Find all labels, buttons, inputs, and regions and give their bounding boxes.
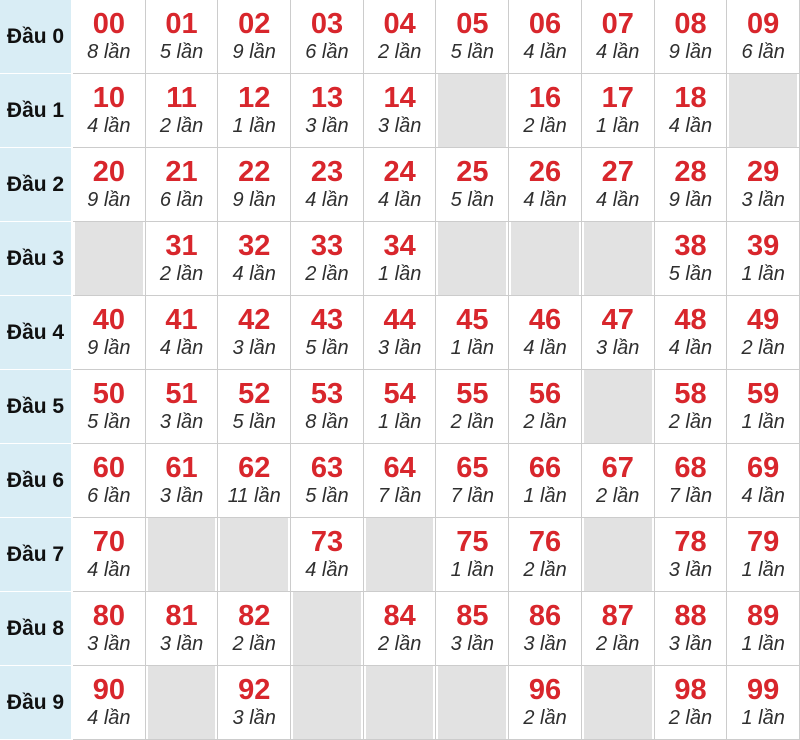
occurrence-count: 1 lần <box>232 115 276 138</box>
occurrence-count: 1 lần <box>377 411 422 434</box>
stat-cell-53 <box>291 370 364 444</box>
lottery-number: 49 <box>747 303 780 336</box>
stat-cell-99 <box>727 666 800 740</box>
lottery-number: 68 <box>674 451 707 484</box>
lottery-number: 33 <box>310 229 344 262</box>
stat-cell-81 <box>146 592 219 666</box>
lottery-number: 65 <box>456 451 489 484</box>
lottery-number: 66 <box>528 451 562 484</box>
stat-cell-empty-97 <box>582 666 655 740</box>
stat-cell-68 <box>655 444 728 518</box>
lottery-number: 04 <box>383 7 416 40</box>
occurrence-count: 4 lần <box>741 485 785 508</box>
stat-cell-79 <box>727 518 800 592</box>
lottery-number: 09 <box>747 7 780 40</box>
lottery-number: 34 <box>383 229 416 262</box>
stat-cell-50 <box>73 370 146 444</box>
stat-cell-44 <box>364 296 437 370</box>
occurrence-count: 4 lần <box>232 263 276 286</box>
stat-cell-26 <box>509 148 582 222</box>
lottery-number: 45 <box>456 303 489 336</box>
occurrence-count: 3 lần <box>377 337 422 360</box>
lottery-number: 53 <box>310 377 344 410</box>
occurrence-count: 3 lần <box>450 633 495 656</box>
occurrence-count: 2 lần <box>450 411 495 434</box>
stat-cell-73 <box>291 518 364 592</box>
stat-cell-92 <box>218 666 291 740</box>
stat-cell-59 <box>727 370 800 444</box>
stat-cell-43 <box>291 296 364 370</box>
occurrence-count: 4 lần <box>87 115 131 138</box>
stat-cell-96 <box>509 666 582 740</box>
occurrence-count: 4 lần <box>87 707 131 730</box>
lottery-number: 75 <box>456 525 489 558</box>
occurrence-count: 2 lần <box>523 115 567 138</box>
lottery-number: 54 <box>383 377 416 410</box>
stat-cell-empty-93 <box>291 666 364 740</box>
stat-cell-69 <box>727 444 800 518</box>
stat-cell-03 <box>291 0 364 74</box>
stat-cell-18 <box>655 74 728 148</box>
stat-cell-empty-57 <box>582 370 655 444</box>
occurrence-count: 2 lần <box>159 115 204 138</box>
occurrence-count: 4 lần <box>668 115 713 138</box>
occurrence-count: 9 lần <box>87 189 131 212</box>
lottery-number: 42 <box>238 303 271 336</box>
lottery-number: 52 <box>238 377 271 410</box>
occurrence-count: 7 lần <box>377 485 422 508</box>
lottery-number: 80 <box>92 599 125 632</box>
occurrence-count: 3 lần <box>232 707 276 730</box>
occurrence-count: 1 lần <box>741 559 785 582</box>
stat-cell-98 <box>655 666 728 740</box>
stat-cell-00 <box>73 0 146 74</box>
occurrence-count: 4 lần <box>87 559 131 582</box>
occurrence-count: 1 lần <box>450 559 495 582</box>
stat-cell-empty-91 <box>146 666 219 740</box>
stat-cell-84 <box>364 592 437 666</box>
occurrence-count: 4 lần <box>668 337 713 360</box>
lottery-number: 64 <box>383 451 416 484</box>
lottery-number: 17 <box>601 81 634 114</box>
stat-cell-24 <box>364 148 437 222</box>
lottery-number: 18 <box>674 81 707 114</box>
occurrence-count: 11 lần <box>227 485 281 508</box>
stat-cell-13 <box>291 74 364 148</box>
lottery-number: 85 <box>456 599 489 632</box>
lottery-number: 84 <box>383 599 416 632</box>
occurrence-count: 8 lần <box>305 411 349 434</box>
occurrence-count: 3 lần <box>159 411 204 434</box>
stat-cell-62 <box>218 444 291 518</box>
stat-cell-empty-36 <box>509 222 582 296</box>
occurrence-count: 5 lần <box>305 485 349 508</box>
occurrence-count: 2 lần <box>596 485 640 508</box>
lottery-number: 87 <box>601 599 634 632</box>
stat-cell-21 <box>146 148 219 222</box>
occurrence-count: 1 lần <box>450 337 495 360</box>
stat-cell-38 <box>655 222 728 296</box>
lottery-number: 99 <box>747 673 780 706</box>
stat-cell-90 <box>73 666 146 740</box>
occurrence-count: 3 lần <box>596 337 640 360</box>
stat-cell-40 <box>73 296 146 370</box>
occurrence-count: 2 lần <box>305 263 349 286</box>
row-header-dau-5: Đầu 5 <box>0 370 73 444</box>
stat-cell-08 <box>655 0 728 74</box>
occurrence-count: 8 lần <box>87 41 131 64</box>
stat-cell-66 <box>509 444 582 518</box>
occurrence-count: 2 lần <box>232 633 276 656</box>
occurrence-count: 4 lần <box>523 189 567 212</box>
row-header-dau-9: Đầu 9 <box>0 666 73 740</box>
occurrence-count: 9 lần <box>232 189 276 212</box>
lottery-number: 56 <box>528 377 562 410</box>
stat-cell-empty-71 <box>146 518 219 592</box>
lottery-number: 08 <box>674 7 707 40</box>
stat-cell-67 <box>582 444 655 518</box>
occurrence-count: 3 lần <box>523 633 567 656</box>
lottery-number: 90 <box>92 673 125 706</box>
stat-cell-89 <box>727 592 800 666</box>
lottery-number: 07 <box>601 7 634 40</box>
stat-cell-empty-15 <box>436 74 509 148</box>
stat-cell-06 <box>509 0 582 74</box>
stat-cell-78 <box>655 518 728 592</box>
occurrence-count: 4 lần <box>523 41 567 64</box>
stat-cell-05 <box>436 0 509 74</box>
stat-cell-39 <box>727 222 800 296</box>
occurrence-count: 3 lần <box>305 115 349 138</box>
occurrence-count: 5 lần <box>87 411 131 434</box>
occurrence-count: 6 lần <box>159 189 204 212</box>
occurrence-count: 3 lần <box>741 189 785 212</box>
row-header-dau-2: Đầu 2 <box>0 148 73 222</box>
occurrence-count: 9 lần <box>668 41 713 64</box>
row-header-dau-8: Đầu 8 <box>0 592 73 666</box>
stat-cell-31 <box>146 222 219 296</box>
occurrence-count: 1 lần <box>741 263 785 286</box>
stat-cell-12 <box>218 74 291 148</box>
stat-cell-48 <box>655 296 728 370</box>
stat-cell-07 <box>582 0 655 74</box>
occurrence-count: 4 lần <box>523 337 567 360</box>
row-header-dau-7: Đầu 7 <box>0 518 73 592</box>
lottery-number: 22 <box>238 155 271 188</box>
stat-cell-82 <box>218 592 291 666</box>
lottery-number: 70 <box>92 525 125 558</box>
stat-cell-empty-74 <box>364 518 437 592</box>
lottery-number: 27 <box>601 155 634 188</box>
occurrence-count: 4 lần <box>377 189 422 212</box>
occurrence-count: 5 lần <box>305 337 349 360</box>
stat-cell-empty-37 <box>582 222 655 296</box>
stat-cell-28 <box>655 148 728 222</box>
stat-cell-empty-19 <box>727 74 800 148</box>
lottery-number: 51 <box>165 377 198 410</box>
occurrence-count: 2 lần <box>523 559 567 582</box>
row-header-dau-1: Đầu 1 <box>0 74 73 148</box>
occurrence-count: 2 lần <box>377 633 422 656</box>
occurrence-count: 3 lần <box>159 633 204 656</box>
lottery-number: 59 <box>747 377 780 410</box>
stat-cell-42 <box>218 296 291 370</box>
lottery-number: 60 <box>92 451 125 484</box>
lottery-number: 67 <box>601 451 634 484</box>
row-header-dau-6: Đầu 6 <box>0 444 73 518</box>
stat-cell-14 <box>364 74 437 148</box>
lottery-number: 12 <box>238 81 271 114</box>
lottery-number: 44 <box>383 303 416 336</box>
occurrence-count: 3 lần <box>159 485 204 508</box>
stat-cell-51 <box>146 370 219 444</box>
occurrence-count: 9 lần <box>87 337 131 360</box>
lottery-number: 23 <box>310 155 344 188</box>
lottery-number: 86 <box>528 599 562 632</box>
lottery-number: 01 <box>165 7 198 40</box>
lottery-number: 11 <box>166 81 197 114</box>
stat-cell-88 <box>655 592 728 666</box>
lottery-number: 32 <box>238 229 271 262</box>
lottery-number: 14 <box>383 81 416 114</box>
stat-cell-32 <box>218 222 291 296</box>
occurrence-count: 1 lần <box>596 115 640 138</box>
occurrence-count: 2 lần <box>377 41 422 64</box>
stat-cell-10 <box>73 74 146 148</box>
occurrence-count: 1 lần <box>741 633 785 656</box>
lottery-number: 21 <box>165 155 198 188</box>
stat-cell-01 <box>146 0 219 74</box>
occurrence-count: 1 lần <box>741 707 785 730</box>
occurrence-count: 4 lần <box>596 41 640 64</box>
occurrence-count: 5 lần <box>450 41 495 64</box>
stat-cell-empty-94 <box>364 666 437 740</box>
lottery-number: 48 <box>674 303 707 336</box>
occurrence-count: 2 lần <box>523 707 567 730</box>
occurrence-count: 3 lần <box>377 115 422 138</box>
row-header-dau-0: Đầu 0 <box>0 0 73 74</box>
occurrence-count: 2 lần <box>668 411 713 434</box>
stat-cell-20 <box>73 148 146 222</box>
stat-cell-54 <box>364 370 437 444</box>
lottery-number: 73 <box>310 525 344 558</box>
stat-cell-empty-95 <box>436 666 509 740</box>
lottery-number: 92 <box>238 673 271 706</box>
lottery-number: 46 <box>528 303 562 336</box>
lottery-number: 88 <box>674 599 707 632</box>
lottery-number: 39 <box>747 229 780 262</box>
lottery-number: 81 <box>165 599 198 632</box>
stat-cell-61 <box>146 444 219 518</box>
lottery-number: 82 <box>238 599 271 632</box>
stat-cell-empty-77 <box>582 518 655 592</box>
occurrence-count: 6 lần <box>741 41 785 64</box>
lottery-number: 43 <box>310 303 344 336</box>
lottery-number: 00 <box>92 7 125 40</box>
lottery-number: 76 <box>528 525 562 558</box>
stat-cell-56 <box>509 370 582 444</box>
stat-cell-65 <box>436 444 509 518</box>
stat-cell-16 <box>509 74 582 148</box>
stat-cell-41 <box>146 296 219 370</box>
stat-cell-46 <box>509 296 582 370</box>
lottery-number: 40 <box>92 303 125 336</box>
occurrence-count: 2 lần <box>668 707 713 730</box>
occurrence-count: 5 lần <box>232 411 276 434</box>
occurrence-count: 3 lần <box>668 559 713 582</box>
stat-cell-49 <box>727 296 800 370</box>
stat-cell-34 <box>364 222 437 296</box>
occurrence-count: 6 lần <box>305 41 349 64</box>
lottery-number: 26 <box>528 155 562 188</box>
stat-cell-27 <box>582 148 655 222</box>
lottery-number: 16 <box>528 81 562 114</box>
stat-cell-empty-72 <box>218 518 291 592</box>
occurrence-count: 5 lần <box>159 41 204 64</box>
stat-cell-85 <box>436 592 509 666</box>
lottery-number: 10 <box>92 81 125 114</box>
lottery-number: 62 <box>238 451 271 484</box>
occurrence-count: 4 lần <box>305 559 349 582</box>
occurrence-count: 2 lần <box>159 263 204 286</box>
occurrence-count: 9 lần <box>668 189 713 212</box>
lottery-number: 61 <box>165 451 198 484</box>
occurrence-count: 1 lần <box>741 411 785 434</box>
row-header-dau-4: Đầu 4 <box>0 296 73 370</box>
occurrence-count: 3 lần <box>668 633 713 656</box>
stat-cell-64 <box>364 444 437 518</box>
lottery-number: 69 <box>747 451 780 484</box>
stat-cell-60 <box>73 444 146 518</box>
lottery-number: 55 <box>456 377 489 410</box>
stat-cell-09 <box>727 0 800 74</box>
row-header-dau-3: Đầu 3 <box>0 222 73 296</box>
stat-cell-86 <box>509 592 582 666</box>
occurrence-count: 5 lần <box>450 189 495 212</box>
stat-cell-70 <box>73 518 146 592</box>
lottery-number: 89 <box>747 599 780 632</box>
stat-cell-11 <box>146 74 219 148</box>
stat-cell-45 <box>436 296 509 370</box>
occurrence-count: 4 lần <box>159 337 204 360</box>
occurrence-count: 3 lần <box>232 337 276 360</box>
stat-cell-80 <box>73 592 146 666</box>
lottery-number: 78 <box>674 525 707 558</box>
occurrence-count: 2 lần <box>596 633 640 656</box>
stat-cell-empty-83 <box>291 592 364 666</box>
lottery-number: 31 <box>165 229 198 262</box>
stat-cell-52 <box>218 370 291 444</box>
lottery-number: 47 <box>601 303 634 336</box>
lottery-number: 50 <box>92 377 125 410</box>
stat-cell-02 <box>218 0 291 74</box>
occurrence-count: 7 lần <box>450 485 495 508</box>
lottery-number: 96 <box>528 673 562 706</box>
lottery-number: 05 <box>456 7 489 40</box>
stat-cell-22 <box>218 148 291 222</box>
lottery-number: 03 <box>310 7 344 40</box>
stat-cell-47 <box>582 296 655 370</box>
occurrence-count: 6 lần <box>87 485 131 508</box>
occurrence-count: 4 lần <box>305 189 349 212</box>
stat-cell-04 <box>364 0 437 74</box>
lottery-number: 29 <box>747 155 780 188</box>
stat-cell-87 <box>582 592 655 666</box>
occurrence-count: 4 lần <box>596 189 640 212</box>
lottery-number: 41 <box>165 303 198 336</box>
stat-cell-empty-35 <box>436 222 509 296</box>
occurrence-count: 1 lần <box>377 263 422 286</box>
lottery-number: 24 <box>383 155 416 188</box>
occurrence-count: 3 lần <box>87 633 131 656</box>
stat-cell-75 <box>436 518 509 592</box>
lottery-number: 79 <box>747 525 780 558</box>
lottery-number: 98 <box>674 673 707 706</box>
lottery-number: 25 <box>456 155 489 188</box>
lottery-number: 58 <box>674 377 707 410</box>
stat-cell-33 <box>291 222 364 296</box>
stat-cell-63 <box>291 444 364 518</box>
lottery-number: 02 <box>238 7 271 40</box>
stat-cell-25 <box>436 148 509 222</box>
lottery-number: 20 <box>92 155 125 188</box>
occurrence-count: 2 lần <box>523 411 567 434</box>
lottery-number: 13 <box>310 81 344 114</box>
occurrence-count: 9 lần <box>232 41 276 64</box>
occurrence-count: 5 lần <box>668 263 713 286</box>
occurrence-count: 1 lần <box>523 485 567 508</box>
lottery-number: 63 <box>310 451 344 484</box>
lottery-number: 06 <box>528 7 562 40</box>
stat-cell-17 <box>582 74 655 148</box>
stat-cell-23 <box>291 148 364 222</box>
stat-cell-empty-30 <box>73 222 146 296</box>
lottery-number: 28 <box>674 155 707 188</box>
stat-cell-29 <box>727 148 800 222</box>
occurrence-count: 2 lần <box>741 337 785 360</box>
stat-cell-76 <box>509 518 582 592</box>
stat-cell-58 <box>655 370 728 444</box>
lottery-number: 38 <box>674 229 707 262</box>
stat-cell-55 <box>436 370 509 444</box>
occurrence-count: 7 lần <box>668 485 713 508</box>
